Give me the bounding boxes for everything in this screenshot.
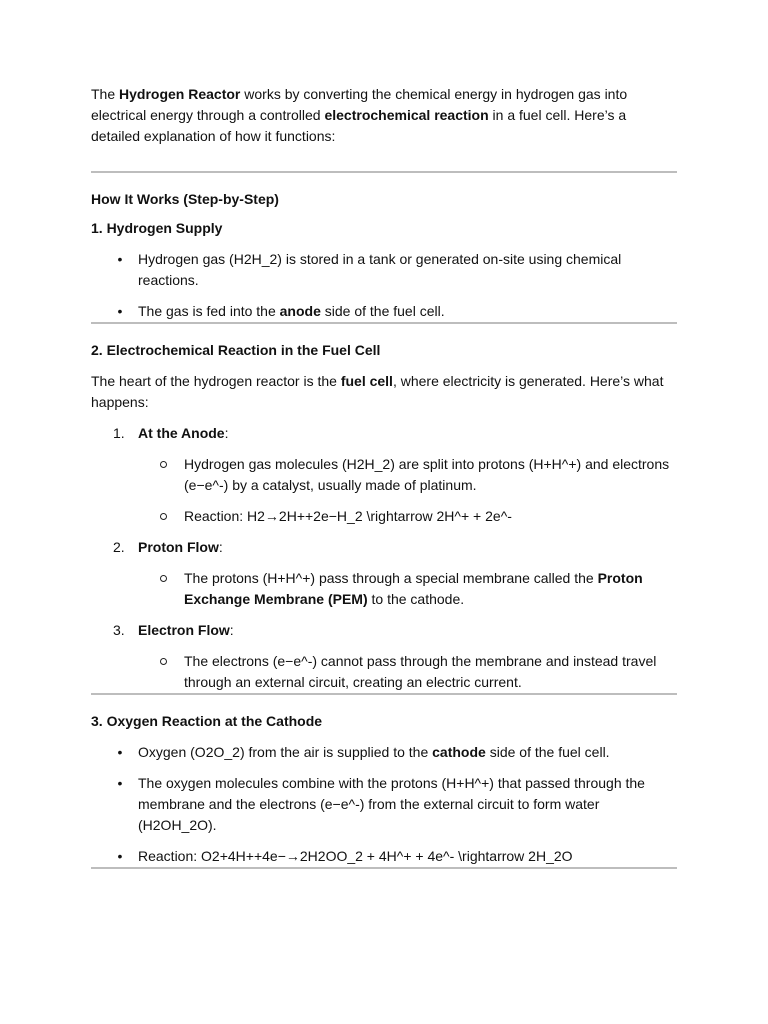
sub-list-item bbox=[138, 568, 677, 610]
list-item-bold-term: anode bbox=[279, 303, 321, 319]
document-content bbox=[91, 84, 677, 869]
sub-bullet-list bbox=[138, 454, 677, 527]
numbered-item bbox=[91, 620, 677, 693]
hollow-circle-bullet-icon bbox=[160, 513, 167, 520]
bullet-icon: • bbox=[117, 775, 123, 791]
intro-text: in a fuel cell. Here’s a detailed explanation of how it functions: bbox=[91, 107, 627, 144]
item-number: 2. bbox=[113, 539, 125, 555]
sub-list-item-bold-term: Proton Exchange Membrane (PEM) bbox=[184, 570, 643, 607]
numbered-item-label: Electron Flow bbox=[138, 622, 230, 638]
bullet-icon: • bbox=[117, 744, 123, 760]
sub-bullet-list bbox=[138, 568, 677, 610]
section-heading: 2. Electrochemical Reaction in the Fuel Cell bbox=[91, 342, 381, 358]
intro-bold-term: Hydrogen Reactor bbox=[119, 86, 241, 102]
paragraph-text: The heart of the hydrogen reactor is the bbox=[91, 373, 341, 389]
list-item bbox=[91, 742, 677, 763]
sub-list-item bbox=[138, 454, 677, 496]
list-item bbox=[91, 249, 677, 291]
list-item-text: The gas is fed into the bbox=[138, 303, 280, 319]
label-colon: : bbox=[224, 425, 229, 441]
list-item bbox=[91, 301, 677, 322]
sub-list-item bbox=[138, 506, 677, 527]
list-item-text: side of the fuel cell. bbox=[485, 744, 610, 760]
numbered-item-label: At the Anode bbox=[138, 425, 225, 441]
section-paragraph bbox=[91, 371, 677, 413]
bullet-icon: • bbox=[117, 303, 123, 319]
paragraph-bold-term: fuel cell bbox=[340, 373, 393, 389]
sub-list-item-text: The protons (H+H^+) pass through a special membrane called the bbox=[184, 570, 598, 586]
intro-text: works by converting the chemical energy in hydrogen gas into electrical energy through a controlled bbox=[91, 86, 628, 123]
intro-bold-term: electrochemical reaction bbox=[324, 107, 489, 123]
reaction-equation: Reaction: H2→2H++2e−H_2 \rightarrow 2H^+ + 2e^- bbox=[184, 508, 512, 524]
intro-text: The bbox=[91, 86, 120, 102]
numbered-list bbox=[91, 423, 677, 693]
section-heading: How It Works (Step-by-Step) bbox=[91, 191, 279, 207]
section-divider bbox=[91, 867, 677, 869]
list-item-text: side of the fuel cell. bbox=[320, 303, 445, 319]
paragraph-text: , where electricity is generated. Here’s what happens: bbox=[91, 373, 664, 410]
list-item-text: Oxygen (O2O_2) from the air is supplied to the bbox=[138, 744, 433, 760]
section-divider bbox=[91, 322, 677, 324]
sub-list-item-text: to the cathode. bbox=[367, 591, 465, 607]
hollow-circle-bullet-icon bbox=[160, 461, 167, 468]
item-number: 3. bbox=[113, 622, 125, 638]
list-item-text: Hydrogen gas (H2H_2) is stored in a tank or generated on-site using chemical reactions. bbox=[138, 251, 622, 288]
sub-list-item bbox=[138, 651, 677, 693]
section-divider bbox=[91, 171, 677, 173]
reaction-equation: Reaction: O2+4H++4e−→2H2OO_2 + 4H^+ + 4e^- \rightarrow 2H_2O bbox=[138, 848, 573, 864]
sub-bullet-list bbox=[138, 651, 677, 693]
section-heading: 3. Oxygen Reaction at the Cathode bbox=[91, 713, 323, 729]
bullet-list bbox=[91, 742, 677, 867]
subsection-heading: 1. Hydrogen Supply bbox=[91, 220, 223, 236]
list-item-bold-term: cathode bbox=[432, 744, 486, 760]
list-item-text: The oxygen molecules combine with the protons (H+H^+) that passed through the membrane and the electrons (e−e^-) from the external circuit to form water (H2OH_2O). bbox=[138, 775, 645, 833]
list-item bbox=[91, 773, 677, 836]
numbered-item bbox=[91, 537, 677, 610]
label-colon: : bbox=[229, 622, 234, 638]
label-colon: : bbox=[218, 539, 223, 555]
sub-list-item-text: Hydrogen gas molecules (H2H_2) are split into protons (H+H^+) and electrons (e−e^-) by a catalyst, usually made of platinum. bbox=[184, 456, 670, 493]
numbered-item-label: Proton Flow bbox=[138, 539, 219, 555]
item-number: 1. bbox=[113, 425, 125, 441]
hollow-circle-bullet-icon bbox=[160, 575, 167, 582]
list-item bbox=[91, 846, 677, 867]
bullet-list bbox=[91, 249, 677, 322]
intro-paragraph bbox=[91, 84, 677, 147]
section-divider bbox=[91, 693, 677, 695]
bullet-icon: • bbox=[117, 251, 123, 267]
hollow-circle-bullet-icon bbox=[160, 658, 167, 665]
sub-list-item-text: The electrons (e−e^-) cannot pass through the membrane and instead travel through an external circuit, creating an electric current. bbox=[184, 653, 657, 690]
bullet-icon: • bbox=[117, 848, 123, 864]
numbered-item bbox=[91, 423, 677, 527]
